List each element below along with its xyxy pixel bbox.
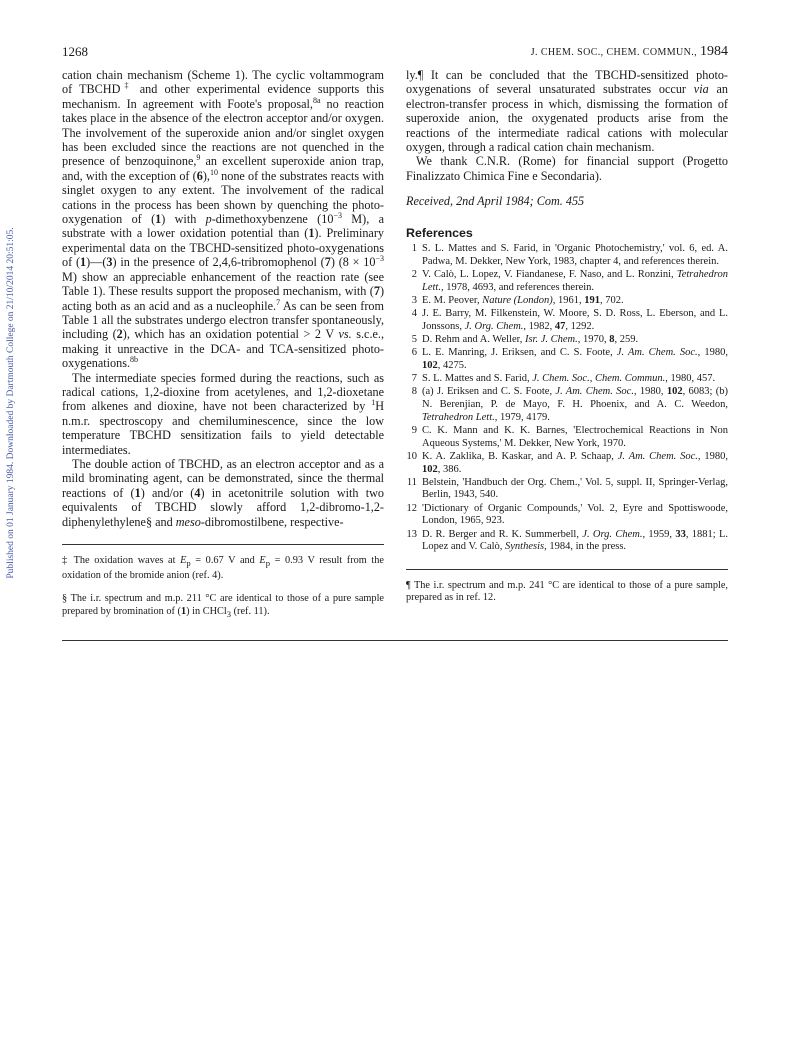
footnote-double-dagger: ‡ The oxidation waves at $E_p = 0.67$ V and $E_p = 0.93$ V result from the oxidation of the bromide anion (ref. 4).	[62, 555, 384, 581]
page-number: 1268	[62, 44, 88, 59]
reference-item: 10 K. A. Zaklika, B. Kaskar, and A. P. Schaap, J. Am. Chem. Soc., 1980, 102, 386.	[406, 450, 729, 475]
left-column	[62, 68, 384, 631]
body-paragraph-3: The double action of TBCHD, as an electron acceptor and as a mild brominating agent, can be demonstrated, since the thermal reactions of (1) and/or (4) in acetonitrile solution with two equivalents of TBCHD slowly afford 1,2-dibromo-1,2-diphenylethylene§ and meso-dibromostilbene, respective-	[62, 456, 384, 529]
footnote-divider	[406, 569, 728, 570]
reference-item: 8 (a) J. Eriksen and C. S. Foote, J. Am. Chem. Soc., 1980, 102, 6083; (b) N. Berenjian, P. de Mayo, F. H. Phoenix, and A. C. Weedon, Tetrahedron Lett., 1979, 4179.	[411, 386, 728, 423]
footnote-section: § The i.r. spectrum and m.p. 211 °C are identical to those of a pure sample prepared by bromination of (1) in CHCl$_3$ (ref. 11).	[62, 593, 384, 619]
journal-title: J. CHEM. SOC., CHEM. COMMUN.,	[530, 47, 698, 58]
reference-item: 13 D. R. Berger and R. K. Summerbell, J. Org. Chem., 1959, 33, 1881; L. Lopez and V. Calò, Synthesis, 1984, in the press.	[406, 528, 728, 553]
reference-item: 9 C. K. Mann and K. K. Barnes, 'Electrochemical Reactions in Non Aqueous Systems,' M. Dekker, New York, 1970.	[411, 424, 728, 449]
reference-item: 4 J. E. Barry, M. Filkenstein, W. Moore, S. D. Ross, L. Eberson, and L. Jonssons, J. Org. Chem., 1982, 47, 1292.	[411, 308, 728, 332]
journal-header	[531, 44, 728, 60]
acknowledgement: We thank C.N.R. (Rome) for financial support (Progetto Finalizzato Chimica Fine e Secondaria).	[406, 154, 728, 183]
references-list	[406, 243, 728, 554]
footnote-pilcrow: ¶ The i.r. spectrum and m.p. 241 °C are identical to those of a pure sample, prepared as in ref. 12.	[406, 579, 728, 604]
footnote-divider	[62, 544, 384, 545]
references-heading: References	[406, 225, 473, 240]
reference-item: 5 D. Rehm and A. Weller, Isr. J. Chem., 1970, 8, 259.	[411, 333, 639, 345]
reference-item: 1 S. L. Mattes and S. Farid, in 'Organic Photochemistry,' vol. 6, ed. A. Padwa, M. Dekker, New York, 1983, chapter 4, and references therein.	[411, 243, 728, 267]
reference-item: 11 Belstein, 'Handbuch der Org. Chem.,' Vol. 5, suppl. II, Springer-Verlag, Berlin, 1943, 540.	[406, 476, 728, 501]
reference-item: 3 E. M. Peover, Nature (London), 1961, 191, 702.	[411, 294, 624, 306]
received-date: Received, 2nd April 1984; Com. 455	[406, 194, 585, 209]
journal-year: 1984	[700, 44, 728, 59]
reference-item: 2 V. Calò, L. Lopez, V. Fiandanese, F. Naso, and L. Ronzini, Tetrahedron Lett., 1978, 4693, and references therein.	[411, 268, 728, 293]
reference-item: 6 L. E. Manring, J. Eriksen, and C. S. Foote, J. Am. Chem. Soc., 1980, 102, 4275.	[411, 347, 729, 371]
download-watermark: Published on 01 January 1984. Downloaded by Dartmouth College on 21/10/2014 20:51:05.	[6, 226, 16, 579]
reference-item: 12 'Dictionary of Organic Compounds,' Vol. 2, Eyre and Spottiswoode, London, 1965, 923.	[406, 502, 728, 527]
body-paragraph-4: ly.¶ It can be concluded that the TBCHD-sensitized photo-oxygenations of several unsaturated substrates occur via an electron-transfer process in which, dismissing the formation of superoxide anion, the oxygenated products arise from the reactions of the intermediate radical cations with molecular oxygen, through a radical cation chain mechanism.	[406, 68, 728, 155]
right-column	[406, 68, 728, 616]
reference-item: 7 S. L. Mattes and S. Farid, J. Chem. Soc., Chem. Commun., 1980, 457.	[411, 373, 716, 385]
page-bottom-rule	[62, 640, 728, 641]
body-paragraph-1: cation chain mechanism (Scheme 1). The cyclic voltammogram of TBCHD‡ and other experimental evidence supports this mechanism. In agreement with Foote's proposal,$^{8a}$ no reaction takes place in the absence of the electron acceptor and/or oxygen. The involvement of the superoxide anion and/or singlet oxygen has been excluded since the reactions are not quenched in the presence of benzoquinone,$^9$ an excellent superoxide anion trap, and, with the exception of (6),$^{10}$ none of the substrates reacts with singlet oxygen to any extent. The involvement of the radical cations in the process has been shown by quenching the photo-oxygenation of (1) with p-dimethoxybenzene ($10^{-3}$ M), a substrate with a lower oxidation potential than (1). Preliminary experimental data on the TBCHD-sensitized photo-oxygenations of (1)—(3) in the presence of 2,4,6-tribromophenol (7) ($8 \times 10^{-3}$ M) show an appreciable enhancement of the reaction rate (see Table 1). These results support the proposed mechanism, with (7) acting both as an acid and as a nucleophile.$^7$ As can be seen from Table 1 all the substrates undergo electron transfer spontaneously, including (2), which has an oxidation potential > 2 V vs. s.c.e., making it unreactive in the DCA- and TCA-sensitized photo-oxygenations.$^{8b}$	[62, 68, 384, 371]
body-paragraph-2: The intermediate species formed during the reactions, such as radical cations, 1,2-dioxine from acetylenes, and 1,2-dioxetane from alkenes and dioxine, have not been characterized by $^1$H n.m.r. spectroscopy and chemiluminescence, since the low temperature TBCHD sensitization fails to yield detectable intermediates.	[62, 370, 384, 457]
